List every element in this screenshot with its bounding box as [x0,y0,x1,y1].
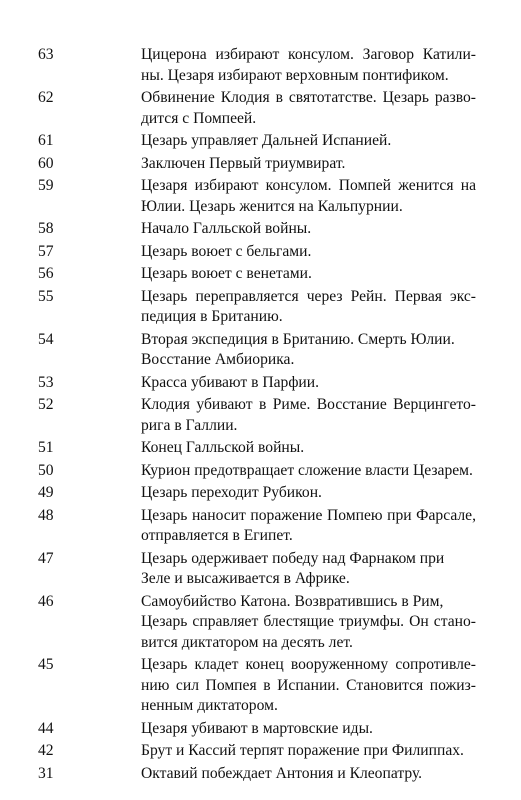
event-line: Клодия убивают в Риме. Восстание Верцингето- [141,396,476,413]
year-label: 58 [38,220,54,237]
event-line: ненным диктатором. [141,697,278,714]
year-label: 53 [38,373,54,391]
timeline-row [0,264,521,285]
event-text [141,131,476,152]
event-line: Цезарь переправляется через Рейн. Первая экс- [141,287,476,305]
year-label: 56 [38,265,54,282]
year-label: 50 [38,461,54,479]
timeline-row [0,719,521,740]
event-line: Цезарь одерживает победу над Фарнаком при [141,549,445,567]
event-text [141,242,476,263]
event-line: Курион предотвращает сложение власти Цезарем. [141,461,473,479]
event-text [141,764,476,785]
year-label: 55 [38,287,54,305]
timeline-row [0,287,521,328]
event-text [141,287,476,328]
year-label: 62 [38,89,54,106]
year-label: 47 [38,549,54,567]
event-text [141,655,476,717]
year-label: 45 [38,656,54,673]
event-text [141,176,476,217]
timeline-row [0,395,521,436]
timeline-row [0,764,521,785]
event-line: Цезарь воюет с венетами. [141,265,312,282]
event-line: Юлии. Цезарь женится на Кальпурнии. [141,197,403,215]
event-line: нию сил Помпея в Испании. Становится пожиз- [141,676,476,694]
year-label: 63 [38,46,54,63]
event-line: Заключен Первый триумвират. [141,154,346,172]
timeline-row [0,592,521,654]
timeline-row [0,88,521,129]
chronology-page [0,45,521,786]
event-text [141,330,476,371]
timeline-row [0,219,521,240]
year-label: 31 [38,764,54,782]
event-line: Цезаря избирают консулом. Помпей женится на [141,177,476,194]
event-line: Вторая экспедиция в Британию. Смерть Юлии. [141,330,455,348]
event-line: Цицерона избирают консулом. Заговор Катили- [141,46,476,63]
timeline-row [0,154,521,175]
event-line: рига в Галлии. [141,416,238,434]
timeline-row [0,655,521,717]
timeline-row [0,741,521,762]
event-text [141,549,476,590]
event-text [141,395,476,436]
event-text [141,373,476,394]
timeline-row [0,506,521,547]
timeline-row [0,438,521,459]
event-text [141,154,476,175]
event-line: ны. Цезаря избирают верховным понтификом. [141,66,449,84]
timeline-row [0,549,521,590]
event-line: вится диктатором на десять лет. [141,633,353,651]
event-line: отправляется в Египет. [141,527,293,544]
event-line: дится с Помпеей. [141,109,257,127]
event-text [141,219,476,240]
event-text [141,264,476,285]
event-text [141,45,476,86]
timeline-row [0,242,521,263]
year-label: 61 [38,132,54,149]
year-label: 60 [38,154,54,172]
timeline-row [0,330,521,371]
event-line: Цезаря убивают в мартовские иды. [141,719,373,737]
event-line: Цезарь кладет конец вооруженному сопротивле- [141,656,476,673]
event-line: педиция в Британию. [141,308,283,325]
event-text [141,592,476,654]
year-label: 48 [38,506,54,524]
year-label: 52 [38,396,54,413]
event-line: Самоубийство Катона. Возвратившись в Рим, [141,592,444,610]
event-line: Цезарь наносит поражение Помпею при Фарсале, [141,506,476,524]
event-text [141,461,476,482]
event-line: Восстание Амбиорика. [141,351,295,368]
timeline-row [0,45,521,86]
year-label: 42 [38,742,54,759]
year-label: 49 [38,484,54,501]
event-line: Зеле и высаживается в Африке. [141,570,350,587]
timeline-row [0,176,521,217]
year-label: 51 [38,439,54,456]
timeline-row [0,131,521,152]
year-label: 44 [38,719,54,737]
event-line: Октавий побеждает Антония и Клеопатру. [141,764,423,782]
event-text [141,483,476,504]
event-line: Цезарь управляет Дальней Испанией. [141,132,392,149]
event-line: Цезарь воюет с бельгами. [141,242,312,260]
event-text [141,88,476,129]
timeline-row [0,483,521,504]
year-label: 46 [38,592,54,610]
event-text [141,506,476,547]
event-line: Цезарь переходит Рубикон. [141,484,322,501]
event-text [141,438,476,459]
event-line: Красса убивают в Парфии. [141,373,320,391]
event-line: Брут и Кассий терпят поражение при Филиппах. [141,742,464,759]
year-label: 59 [38,177,54,194]
event-text [141,719,476,740]
year-label: 57 [38,242,54,260]
event-line: Обвинение Клодия в святотатстве. Цезарь разво- [141,89,476,106]
timeline-row [0,461,521,482]
event-text [141,741,476,762]
timeline-row [0,373,521,394]
event-line: Конец Галльской войны. [141,439,305,456]
event-line: Начало Галльской войны. [141,220,312,237]
year-label: 54 [38,330,54,348]
event-line: Цезарь справляет блестящие триумфы. Он стано- [141,613,476,630]
